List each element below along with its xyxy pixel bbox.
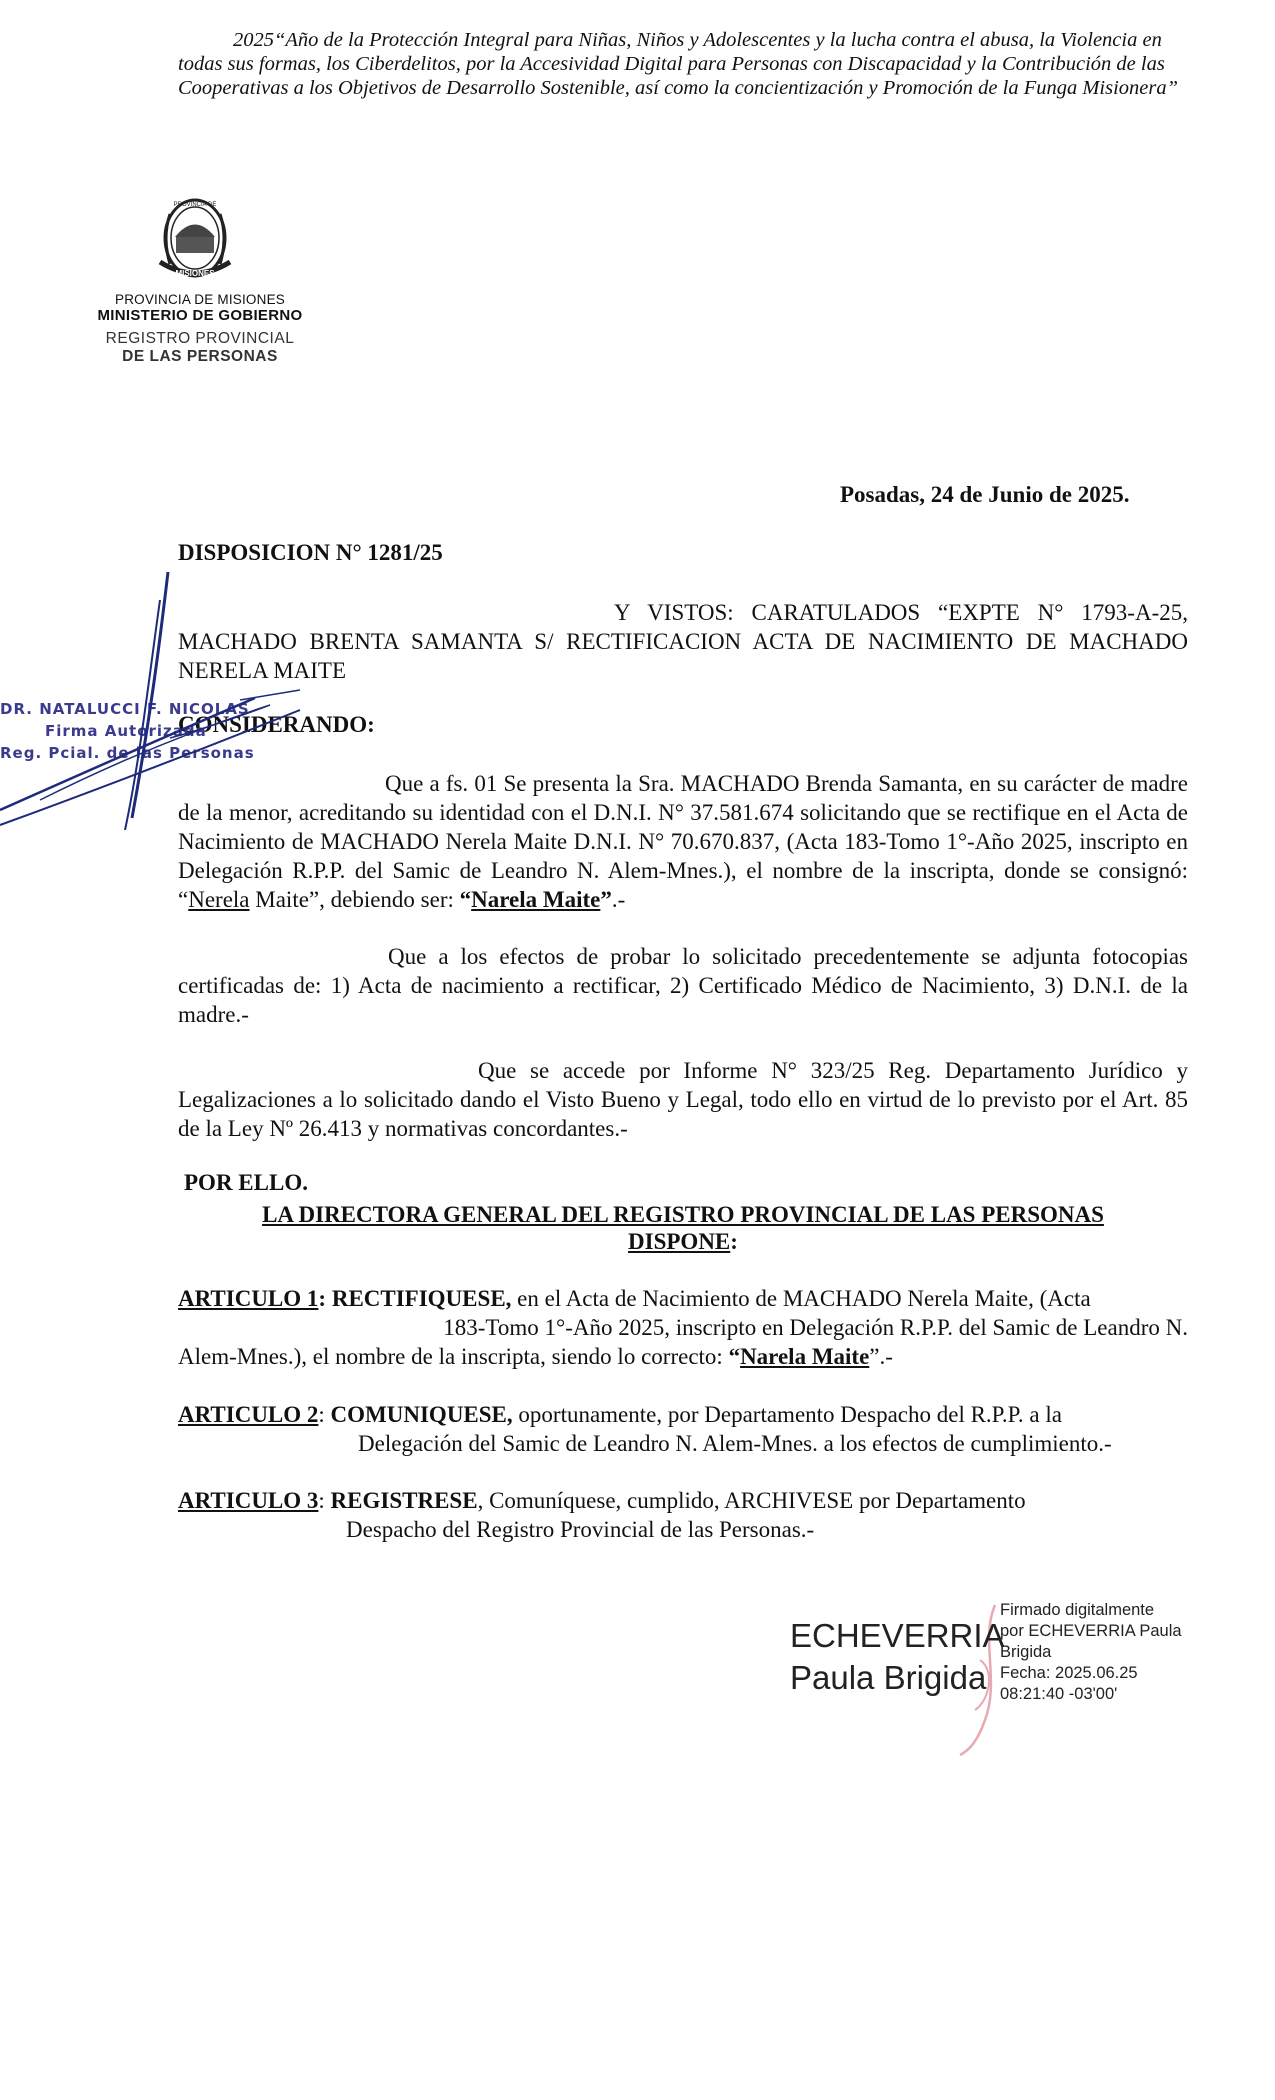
- article-1: ARTICULO 1: RECTIFIQUESE, en el Acta de Nacimiento de MACHADO Nerela Maite, (Acta 183-Tomo 1°-Año 2025, inscripto en Delegación R.P.P. del Samic de Leandro N. Alem-Mnes.), el nombre de la inscripta, siendo lo correcto: “Narela Maite”.-: [178, 1286, 1188, 1369]
- stamp-line-3: Reg. Pcial. de las Personas: [0, 744, 255, 762]
- considerando-paragraph-1: Que a fs. 01 Se presenta la Sra. MACHADO Brenda Samanta, en su carácter de madre de la menor, acreditando su identidad con el D.N.I. N° 37.581.674 solicitando que se rectifique en el Acta de Nacimiento de MACHADO Nerela Maite D.N.I. N° 70.670.837, (Acta 183-Tomo 1°-Año 2025, inscripto en Delegación R.P.P. del Samic de Leandro N. Alem-Mnes.), el nombre de la inscripta, donde se consignó: “Nerela Maite”, debiendo ser: “Narela Maite”.-: [178, 771, 1188, 912]
- correct-name: Narela Maite: [471, 887, 601, 912]
- considerando-paragraph-3: Que se accede por Informe N° 323/25 Reg. Departamento Jurídico y Legalizaciones a lo solicitado dando el Visto Bueno y Legal, todo ello en virtud de lo previsto por el Art. 85 de la Ley Nº 26.413 y normativas concordantes.-: [178, 1058, 1188, 1141]
- article-2: ARTICULO 2: COMUNIQUESE, oportunamente, por Departamento Despacho del R.P.P. a la Delegación del Samic de Leandro N. Alem-Mnes. a los efectos de cumplimiento.-: [178, 1402, 1112, 1456]
- article-2-label: ARTICULO 2: [178, 1402, 319, 1427]
- director-title: LA DIRECTORA GENERAL DEL REGISTRO PROVINCIAL DE LAS PERSONAS: [262, 1202, 1104, 1227]
- svg-text:MISIONES: MISIONES: [175, 269, 215, 278]
- vistos-paragraph: Y VISTOS: CARATULADOS “EXPTE N° 1793-A-25, MACHADO BRENTA SAMANTA S/ RECTIFICACION ACTA DE NACIMIENTO DE MACHADO NERELA MAITE: [178, 600, 1188, 683]
- wrong-name: Nerela: [188, 887, 250, 912]
- logo-registry: REGISTRO PROVINCIAL: [105, 330, 295, 347]
- article-1-label: ARTICULO 1: [178, 1286, 319, 1311]
- logo-ministry: MINISTERIO DE GOBIERNO: [97, 307, 303, 324]
- article-1-correct-name: Narela Maite: [740, 1344, 870, 1369]
- article-3: ARTICULO 3: REGISTRESE, Comuníquese, cumplido, ARCHIVESE por Departamento Despacho del Registro Provincial de las Personas.-: [178, 1488, 1026, 1542]
- stamp-line-1: DR. NATALUCCI F. NICOLAS: [0, 700, 250, 718]
- digital-signer-name: ECHEVERRIA Paula Brigida: [790, 1617, 1005, 1696]
- svg-text:PROVINCIA DE: PROVINCIA DE: [173, 202, 217, 208]
- disposition-number: DISPOSICION N° 1281/25: [178, 540, 443, 565]
- article-3-label: ARTICULO 3: [178, 1488, 319, 1513]
- logo-persons: DE LAS PERSONAS: [122, 348, 278, 365]
- province-seal-icon: [140, 192, 250, 288]
- ministry-logo-text: [70, 288, 330, 366]
- stamp-line-2: Firma Autorizada: [45, 722, 207, 740]
- dispone-heading: DISPONE:: [628, 1229, 738, 1254]
- header-year-motto: 2025“Año de la Protección Integral para Niñas, Niños y Adolescentes y la lucha contra el abusa, la Violencia en todas sus formas, los Ciberdelitos, por la Accesividad Digital para Personas con Discapacidad y la Contribución de las Cooperativas a los Objetivos de Desarrollo Sostenible, así como la concientización y Promoción de la Funga Misionera”: [178, 29, 1179, 99]
- place-date: Posadas, 24 de Junio de 2025.: [840, 482, 1130, 507]
- por-ello: POR ELLO.: [184, 1170, 308, 1195]
- logo-province: PROVINCIA DE MISIONES: [115, 292, 285, 307]
- considerando-paragraph-2: Que a los efectos de probar lo solicitado precedentemente se adjunta fotocopias certificadas de: 1) Acta de nacimiento a rectificar, 2) Certificado Médico de Nacimiento, 3) D.N.I. de la madre.-: [178, 944, 1188, 1027]
- considerando-heading: CONSIDERANDO:: [178, 712, 375, 737]
- digital-signature-details: Firmado digitalmente por ECHEVERRIA Paula Brigida Fecha: 2025.06.25 08:21:40 -03'00': [1000, 1601, 1182, 1703]
- handwritten-signature-icon: [0, 560, 330, 840]
